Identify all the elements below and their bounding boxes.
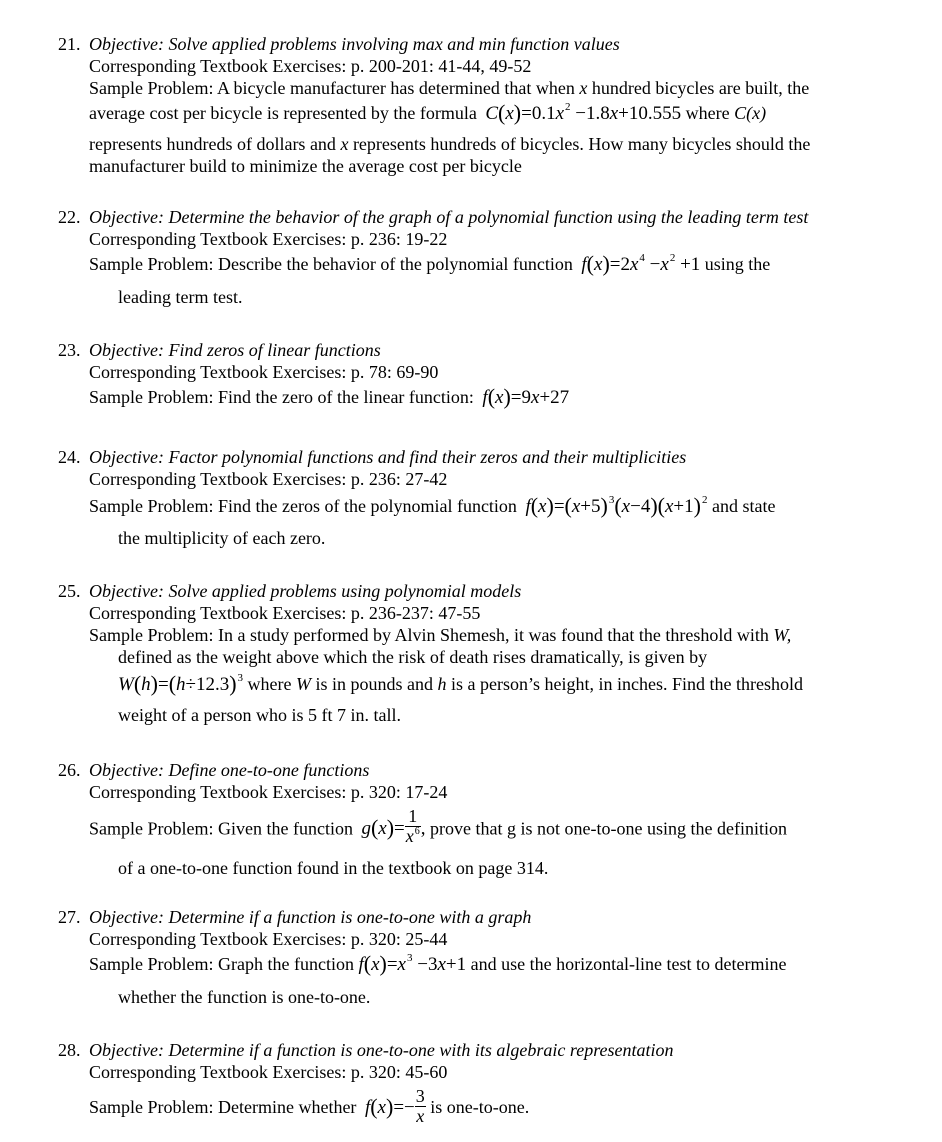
objective-text: Solve applied problems involving max and min function values bbox=[168, 34, 620, 54]
sample-line bbox=[58, 252, 888, 278]
sample-line bbox=[58, 1086, 888, 1128]
item-number: 23. bbox=[58, 340, 81, 360]
exercises-line: Corresponding Textbook Exercises: p. 236-237: 47-55 bbox=[89, 603, 481, 623]
sample-line bbox=[58, 624, 888, 646]
objective-label: Objective: bbox=[89, 581, 164, 601]
objective-label: Objective: bbox=[89, 907, 164, 927]
sample-line: the multiplicity of each zero. bbox=[118, 528, 326, 548]
objective-label: Objective: bbox=[89, 760, 164, 780]
formula: f(x)=9x+27 bbox=[482, 384, 570, 409]
variable: x bbox=[340, 134, 349, 154]
variable: W, bbox=[773, 625, 792, 645]
item-number: 27. bbox=[58, 907, 81, 927]
variable: C(x) bbox=[734, 103, 767, 123]
sample-text: is a person’s height, in inches. Find the threshold bbox=[451, 674, 804, 694]
sample-text: and use the horizontal-line test to determine bbox=[470, 954, 787, 974]
sample-line bbox=[58, 77, 888, 99]
objective-line bbox=[58, 339, 888, 361]
objective-text: Factor polynomial functions and find their zeros and their multiplicities bbox=[168, 447, 687, 467]
item-number: 21. bbox=[58, 34, 81, 54]
formula: $C(x)=0.1x^2 -1.8x+10.555$ bbox=[485, 100, 682, 125]
sample-text: where bbox=[247, 674, 292, 694]
objective-label: Objective: bbox=[89, 207, 164, 227]
formula: f(x)=− $\frac{3}{x}$ bbox=[364, 1086, 425, 1126]
exercises-line: Corresponding Textbook Exercises: p. 78: 69-90 bbox=[89, 362, 439, 382]
objective-text: Determine if a function is one-to-one with its algebraic representation bbox=[168, 1040, 674, 1060]
objective-line bbox=[58, 206, 888, 228]
objective-label: Objective: bbox=[89, 34, 164, 54]
sample-text: Sample Problem: Given the function bbox=[89, 818, 353, 839]
exercises-line: Corresponding Textbook Exercises: p. 320: 45-60 bbox=[89, 1062, 448, 1082]
sample-text: hundred bicycles are built, the bbox=[591, 78, 810, 98]
sample-text: Sample Problem: Find the zeros of the polynomial function bbox=[89, 496, 517, 516]
objective-text: Find zeros of linear functions bbox=[168, 340, 381, 360]
sample-line: whether the function is one-to-one. bbox=[118, 987, 371, 1007]
item-22 bbox=[58, 206, 888, 308]
formula: $f(x)=(x+5)^3(x-4)(x+1)^2$ bbox=[525, 493, 708, 518]
sample-line bbox=[58, 385, 888, 409]
sample-line bbox=[58, 101, 888, 127]
objective-line bbox=[58, 446, 888, 468]
item-number: 25. bbox=[58, 581, 81, 601]
item-24 bbox=[58, 446, 888, 549]
sample-text: Sample Problem: A bicycle manufacturer has determined that when bbox=[89, 78, 575, 98]
objective-text: Solve applied problems using polynomial models bbox=[168, 581, 522, 601]
objective-line bbox=[58, 759, 888, 781]
sample-line: weight of a person who is 5 ft 7 in. tall. bbox=[118, 705, 401, 725]
sample-text: is in pounds and bbox=[315, 674, 434, 694]
sample-text: and state bbox=[711, 496, 776, 516]
exercises-line: Corresponding Textbook Exercises: p. 320: 17-24 bbox=[89, 782, 448, 802]
sample-line bbox=[58, 952, 888, 978]
sample-line bbox=[58, 806, 888, 851]
formula: $f(x)=2x^4 -x^2 +1$ bbox=[581, 251, 701, 276]
sample-text: where bbox=[685, 103, 730, 123]
item-23 bbox=[58, 339, 888, 409]
objective-label: Objective: bbox=[89, 340, 164, 360]
item-26 bbox=[58, 759, 888, 879]
item-28 bbox=[58, 1039, 888, 1128]
sample-text: using the bbox=[704, 254, 771, 274]
objective-line bbox=[58, 906, 888, 928]
sample-text: represents hundreds of dollars and bbox=[89, 134, 336, 154]
objective-text: Determine the behavior of the graph of a polynomial function using the leading term test bbox=[168, 207, 809, 227]
formula: g(x)= $\frac{1}{x^6}$ , bbox=[361, 806, 426, 846]
item-21 bbox=[58, 33, 888, 177]
exercises-line: Corresponding Textbook Exercises: p. 320: 25-44 bbox=[89, 929, 448, 949]
objective-label: Objective: bbox=[89, 1040, 164, 1060]
objective-line bbox=[58, 1039, 888, 1061]
formula: $W(h)=(h\div 12.3)^3$ bbox=[118, 671, 244, 696]
item-number: 24. bbox=[58, 447, 81, 467]
sample-text: Sample Problem: In a study performed by Alvin Shemesh, it was found that the threshold with bbox=[89, 625, 769, 645]
sample-line bbox=[58, 494, 888, 520]
objective-label: Objective: bbox=[89, 447, 164, 467]
sample-line: defined as the weight above which the risk of death rises dramatically, is given by bbox=[118, 647, 708, 667]
item-number: 26. bbox=[58, 760, 81, 780]
sample-text: prove that g is not one-to-one using the definition bbox=[430, 818, 787, 839]
item-number: 22. bbox=[58, 207, 81, 227]
formula: $f(x)=x^3 -3x+1$ bbox=[358, 951, 467, 976]
sample-line: manufacturer build to minimize the average cost per bicycle bbox=[89, 156, 522, 176]
sample-line: of a one-to-one function found in the textbook on page 314. bbox=[118, 858, 549, 878]
objective-line bbox=[58, 33, 888, 55]
item-25 bbox=[58, 580, 888, 726]
variable: h bbox=[437, 674, 447, 694]
sample-text: Sample Problem: Describe the behavior of the polynomial function bbox=[89, 254, 573, 274]
variable: x bbox=[579, 78, 588, 98]
sample-text: Sample Problem: Graph the function bbox=[89, 954, 354, 974]
item-number: 28. bbox=[58, 1040, 81, 1060]
sample-text: is one-to-one. bbox=[430, 1096, 530, 1117]
sample-text: average cost per bicycle is represented by the formula bbox=[89, 103, 477, 123]
item-27 bbox=[58, 906, 888, 1008]
variable: W bbox=[296, 674, 312, 694]
sample-text: Sample Problem: Find the zero of the linear function: bbox=[89, 387, 474, 407]
sample-line: leading term test. bbox=[118, 287, 243, 307]
objective-text: Determine if a function is one-to-one with a graph bbox=[168, 907, 532, 927]
exercises-line: Corresponding Textbook Exercises: p. 200-201: 41-44, 49-52 bbox=[89, 56, 532, 76]
sample-text: Sample Problem: Determine whether bbox=[89, 1096, 357, 1117]
objective-text: Define one-to-one functions bbox=[168, 760, 370, 780]
sample-line bbox=[58, 133, 888, 155]
sample-line bbox=[58, 672, 888, 698]
sample-text: represents hundreds of bicycles. How many bicycles should the bbox=[352, 134, 811, 154]
exercises-line: Corresponding Textbook Exercises: p. 236: 27-42 bbox=[89, 469, 448, 489]
objective-line bbox=[58, 580, 888, 602]
exercises-line: Corresponding Textbook Exercises: p. 236: 19-22 bbox=[89, 229, 448, 249]
